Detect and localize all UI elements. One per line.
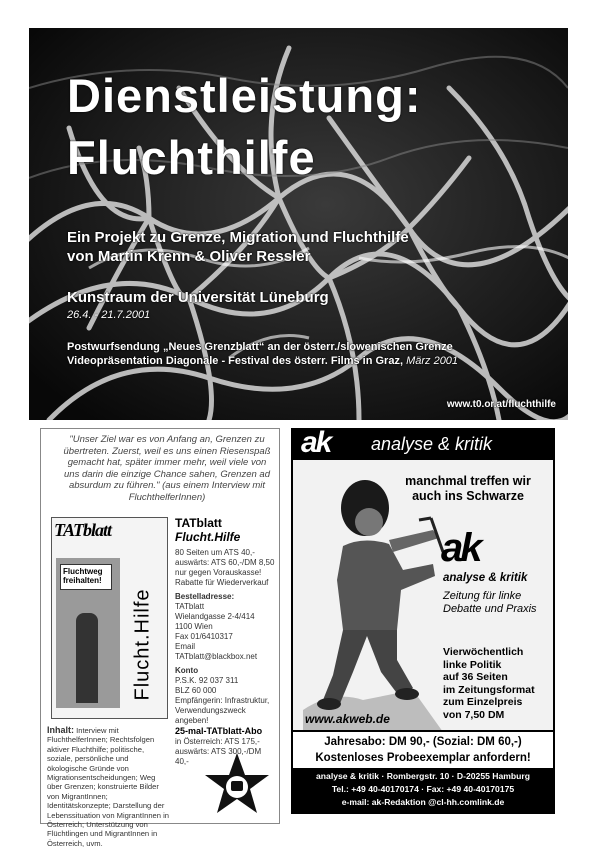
ak-description xyxy=(443,590,537,616)
order-line: Wielandgasse 2-4/414 xyxy=(175,612,255,621)
pub-info xyxy=(175,517,275,726)
tatblatt-ad xyxy=(40,428,280,848)
ak-logo: ak xyxy=(301,426,331,459)
star-fist-logo xyxy=(201,751,273,819)
ak-info-line: Vierwöchentlich xyxy=(443,646,524,658)
ak-ad xyxy=(291,428,555,814)
quote-text: "Unser Ziel war es von Anfang an, Grenzen zu übertreten. Zuerst, weil es uns einen Riesenspaß gemacht hat, später immer mehr, weil viele von uns darin die einzige Chance sahen, Grenzen ad absurdum zu führen." (aus einem Interview mit FluchthelferInnen) xyxy=(63,434,271,503)
ak-desc-line: Zeitung für linke xyxy=(443,590,522,602)
account-line: Verwendungszweck angeben! xyxy=(175,706,246,725)
ak-footer xyxy=(293,768,553,812)
info-line-2 xyxy=(67,354,458,368)
info-line-1: Postwurfsendung „Neues Grenzblatt“ an der österr./slowenischen Grenze xyxy=(67,341,453,353)
ak-abo-line-2: Kostenloses Probeexemplar anfordern! xyxy=(315,752,531,764)
abo-line: auswärts: ATS 300,-/DM 40,- xyxy=(175,747,262,766)
ak-tagline xyxy=(393,474,543,504)
title-line-2: Fluchthilfe xyxy=(67,131,316,184)
ak-abo-line-1: Jahresabo: DM 90,- (Sozial: DM 60,-) xyxy=(324,736,522,748)
ak-tagline-line-1: manchmal treffen wir xyxy=(405,474,531,488)
abo-heading: 25-mal-TATblatt-Abo xyxy=(175,726,263,736)
subtitle xyxy=(67,228,409,266)
pub-title: Flucht.Hilfe xyxy=(175,530,241,544)
ak-header xyxy=(293,426,553,460)
info-block xyxy=(67,340,458,368)
order-heading: Bestelladresse: xyxy=(175,592,235,601)
order-line: 1100 Wien xyxy=(175,622,213,631)
ak-info xyxy=(443,646,535,721)
cover-spine-text: Flucht.Hilfe xyxy=(131,588,154,701)
project-url[interactable]: www.t0.or.at/fluchthilfe xyxy=(446,399,556,410)
pub-name: TATblatt xyxy=(175,516,222,530)
ak-footer-line-1: analyse & kritik · Rombergstr. 10 · D-20255 Hamburg xyxy=(316,771,530,781)
order-line: Fax 01/6410317 xyxy=(175,632,233,641)
contents-block xyxy=(47,726,169,848)
cover-sticker: Fluchtweg freihalten! xyxy=(60,564,112,590)
account-line: P.S.K. 92 037 311 xyxy=(175,676,239,685)
abo-line: in Österreich: ATS 175,- xyxy=(175,737,260,746)
ak-desc-line: Debatte und Praxis xyxy=(443,603,537,615)
pub-details: 80 Seiten um ATS 40,- auswärts: ATS 60,-/DM 8,50 nur gegen Vorauskasse! Rabatte für Wiederverkauf xyxy=(175,548,275,587)
ak-abo xyxy=(293,730,553,768)
ak-footer-line-2: Tel.: +49 40-40170174 · Fax: +49 40-40170175 xyxy=(331,784,515,794)
info-line-2-bold: Videopräsentation Diagonale - Festival des österr. Films in Graz, xyxy=(67,355,404,367)
book-cover xyxy=(51,517,168,719)
account-line: BLZ 60 000 xyxy=(175,686,217,695)
cover-figure xyxy=(76,613,98,703)
cover-logo-area xyxy=(54,520,162,550)
subtitle-line-2: von Martin Krenn & Oliver Ressler xyxy=(67,248,311,265)
ak-info-line: zum Einzelpreis xyxy=(443,696,523,708)
ak-footer-line-3[interactable]: e-mail: ak-Redaktion @cl-hh.comlink.de xyxy=(341,797,505,807)
cover-spine xyxy=(124,558,162,708)
ak-name: analyse & kritik xyxy=(371,434,493,454)
account-line: Empfängerin: Infrastruktur, xyxy=(175,696,270,705)
ak-logo-large: ak xyxy=(441,526,480,570)
title-line-1: Dienstleistung: xyxy=(67,69,422,122)
ak-info-line: linke Politik xyxy=(443,658,502,671)
account-heading: Konto xyxy=(175,666,199,675)
order-email[interactable]: Email TATblatt@blackbox.net xyxy=(175,642,258,661)
ak-name-large: analyse & kritik xyxy=(443,572,528,584)
order-line: TATblatt xyxy=(175,602,205,611)
ak-web[interactable]: www.akweb.de xyxy=(305,712,390,726)
hero-banner xyxy=(29,28,568,420)
contents-heading: Inhalt: xyxy=(47,725,74,735)
cover-logo: TATblatt xyxy=(54,520,112,540)
ak-tagline-line-2: auch ins Schwarze xyxy=(412,489,524,503)
subtitle-line-1: Ein Projekt zu Grenze, Migration und Fluchthilfe xyxy=(67,229,409,246)
ak-info-line: im Zeitungsformat xyxy=(443,683,535,696)
ak-info-line: von 7,50 DM xyxy=(443,708,505,721)
contents-text: Interview mit FluchthelferInnen; Rechtsfolgen aktiver Fluchthilfe; politische, soziale, persönliche und ökologische Gründe von Migrationsentscheidungen; Weg über Grenzen; konstruierte Bilder von MigrantInnen; Identitätskonzepte; Darstellung der Lebenssituation von MigrantInnen in Österreich; Unterstützung von Flüchtlingen und MigrantInnen in Österreich, uvm. xyxy=(47,726,170,848)
info-line-2-italic: März 2001 xyxy=(403,355,459,367)
cover-photo xyxy=(56,558,120,708)
dates: 26.4. - 21.7.2001 xyxy=(67,309,151,321)
ak-info-line: auf 36 Seiten xyxy=(443,671,508,683)
venue: Kunstraum der Universität Lüneburg xyxy=(67,289,329,306)
